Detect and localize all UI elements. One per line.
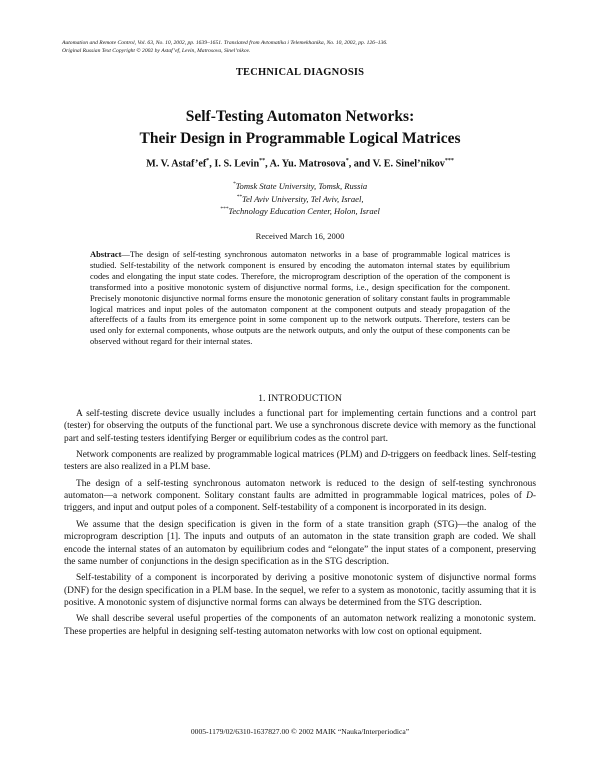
affiliation-text: Technology Education Center, Holon, Israel [228,206,380,216]
variable-d: D [526,491,533,502]
author-mark: *** [444,158,454,164]
affiliation-text: Tomsk State University, Tomsk, Russia [235,181,368,191]
author-separator: , [265,158,270,170]
paragraph: We assume that the design specification is given in the form of a state transition graph (STG)—the analog of the microprogram description [1]. The inputs and outputs of an automaton in the state transition graph are coded. We shall encode the internal states of an automaton by equilibrium codes and “elongate” the input states of a component, preserving the same number of conjunctions in the design specification as in the STG description. [64,519,536,567]
author-mark: ** [259,158,266,164]
article-title-line-2: Their Design in Programmable Logical Matrices [139,130,461,147]
article-title-line-1: Self-Testing Automaton Networks: [185,108,415,125]
affiliation [0,181,600,191]
paragraph: Self-testability of a component is incorporated by deriving a positive monotonic system of disjunctive normal forms (DNF) for the design specification in a PLM base. In the sequel, we refer to a system as monotonic, tacitly assuming that it is positive. A monotonic system of disjunctive normal forms can always be determined from the STG description. [64,573,536,608]
paragraph [64,478,536,515]
author-name: A. Yu. Matrosova [269,158,346,170]
affiliation [0,194,600,204]
footer-copyright: 0005-1179/02/6310-1637827.00 © 2002 MAIK “Nauka/Interperiodica” [190,727,410,736]
paragraph-text: The design of a self-testing synchronous automaton network is reduced to the design of self-testing synchronous automaton—a network component. Solitary constant faults are admitted in programmable logical matrices, poles of [64,478,536,502]
author-name: I. S. Levin [214,158,260,170]
paragraph-text: -triggers on feedback lines. Self-testing testers are also realized in a PLM base. [64,450,536,473]
author-list [0,158,600,169]
journal-citation: Automation and Remote Control, Vol. 63, No. 10, 2002, pp. 1639–1651. Translated from Avtomatika i Telemekhanika, No. 10, 2002, pp. 126–136. [62,40,388,46]
affiliation-mark: *** [220,206,229,213]
section-heading: 1. INTRODUCTION [258,393,342,404]
author-mark: * [345,158,349,164]
author-name: V. E. Sinel’nikov [372,158,445,170]
abstract-label: Abstract [90,249,122,259]
body-text [64,408,536,642]
paragraph: We shall describe several useful properties of the components of an automaton network realizing a monotonic system. These properties are helpful in designing self-testing automaton networks with low cost on optional equipment. [64,614,536,637]
affiliation-mark: ** [236,193,242,200]
author-separator: , and [348,158,373,170]
paragraph-text: Network components are realized by programmable logical matrices (PLM) and [76,450,381,461]
paragraph-text: -triggers, and input and output poles of a component. Self-testability of a component is incorporated in its design. [64,491,536,514]
abstract [90,249,510,347]
author-name: M. V. Astaf’ef [146,158,207,170]
abstract-text: —The design of self-testing synchronous automaton networks in a base of programmable logical matrices is studied. Self-testability of the network component is ensured by encoding the automaton internal states by equilibrium codes and elongating the input state codes. Therefore, the microprogram description of the operation of the component is transformed into a positive monotonic system of disjunctive normal forms, i.e., design specification for the component. Precisely monotonic disjunctive normal forms ensure the monotonic generation of solitary constant faults in programmable logical matrices and input poles of the automaton component at the component outputs and steady propagation of the aftereffects of a faults from its emergence point in some component up to the network outputs. Therefore, testers can be used only for external components, whose outputs are the network outputs, and only the output of these components can be observed without regard for their internal states. [90,249,510,347]
affiliation-mark: * [232,181,236,188]
affiliation [0,206,600,216]
copyright-line: Original Russian Text Copyright © 2002 by Astaf’ef, Levin, Matrosova, Sinel’nikov. [62,47,251,54]
variable-d: D [380,450,388,461]
author-mark: * [206,158,210,164]
paragraph: A self-testing discrete device usually includes a functional part for implementing certain functions and a control part (tester) for observing the outputs of the functional part. We use a synchronous discrete device with memory as the functional part and self-testing testers identifying Berger or equilibrium codes as the control part. [64,409,536,444]
author-separator: , [209,158,215,170]
section-tag: TECHNICAL DIAGNOSIS [235,67,365,78]
paragraph [64,449,536,474]
received-date: Received March 16, 2000 [255,231,345,241]
affiliation-text: Tel Aviv University, Tel Aviv, Israel, [241,193,364,204]
